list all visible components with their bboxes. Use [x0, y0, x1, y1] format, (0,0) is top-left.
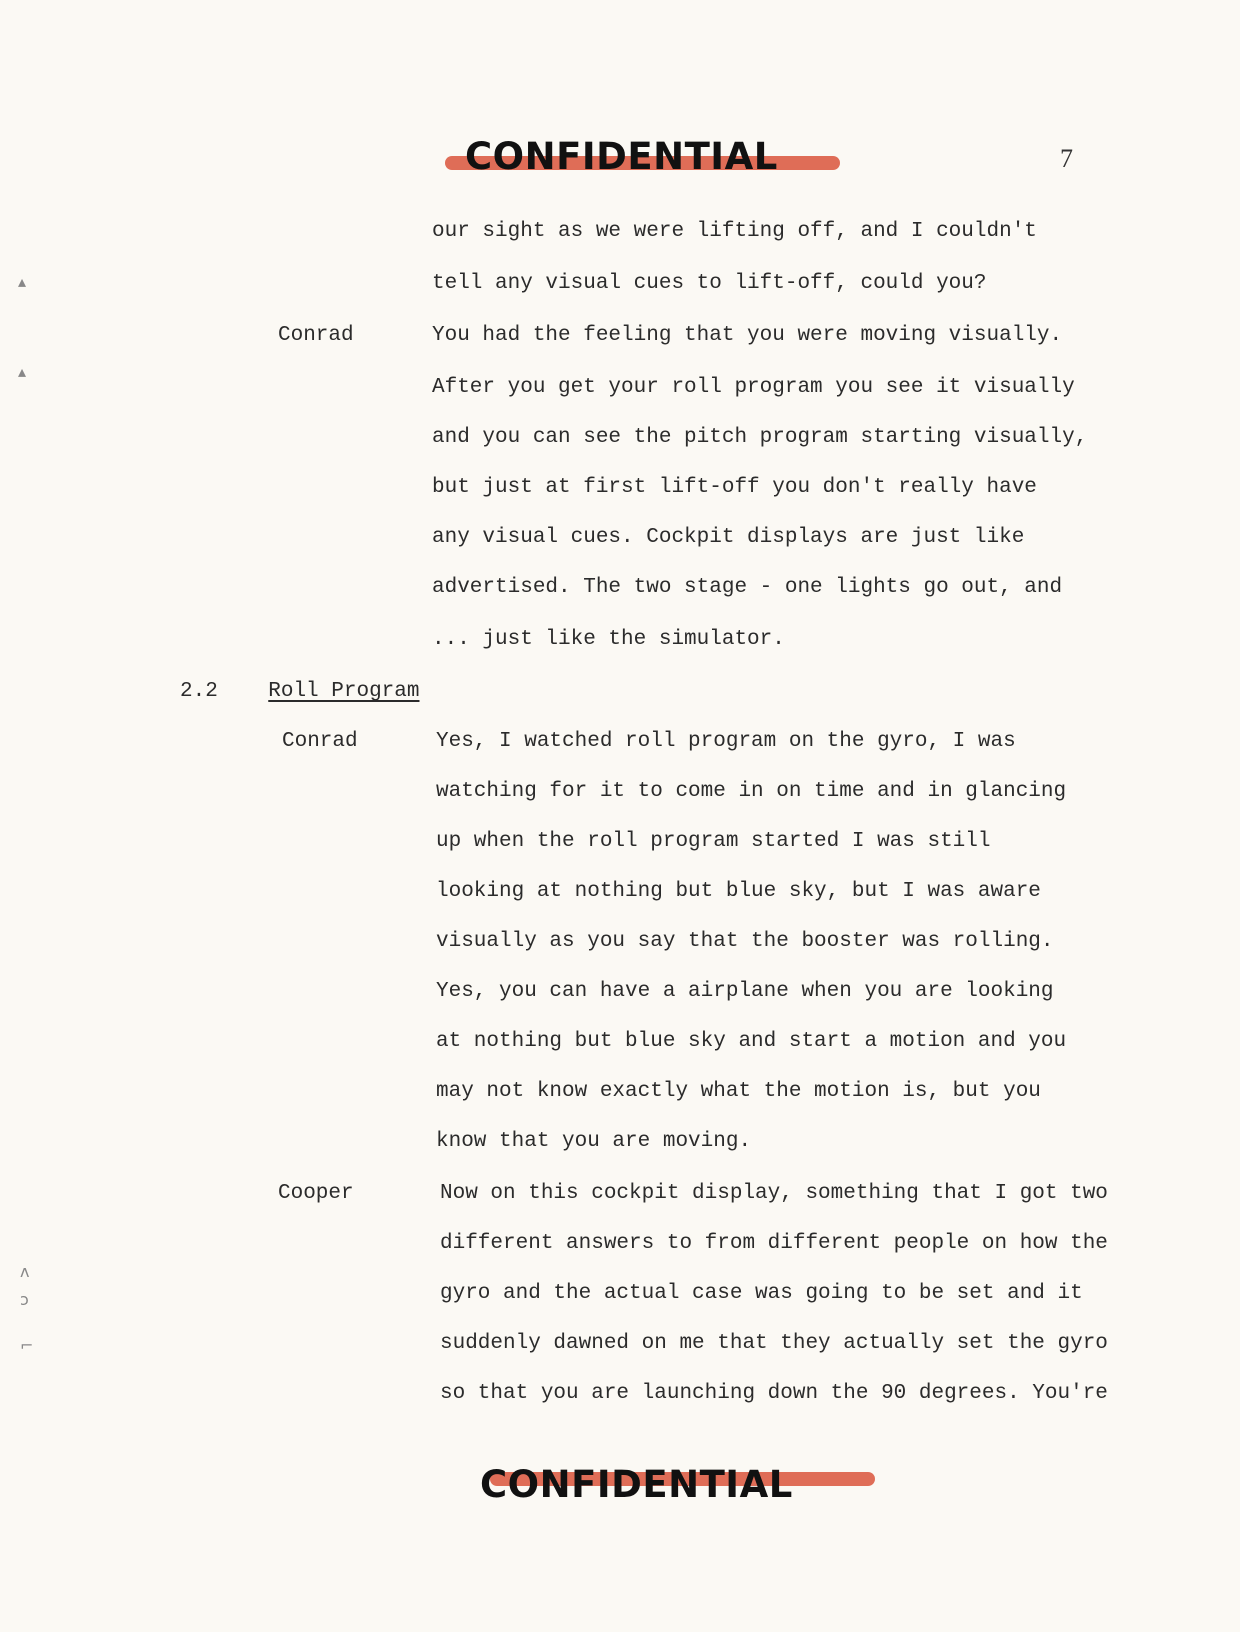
- text-line: visually as you say that the booster was rolling.: [436, 930, 1054, 953]
- text-line: know that you are moving.: [436, 1130, 752, 1153]
- margin-mark: ▴: [18, 362, 27, 381]
- text-line: gyro and the actual case was going to be set and it: [440, 1282, 1083, 1305]
- text-line: any visual cues. Cockpit displays are just like: [432, 526, 1025, 549]
- text-line: so that you are launching down the 90 degrees. You're: [440, 1382, 1108, 1405]
- text-line: may not know exactly what the motion is, but you: [436, 1080, 1041, 1103]
- text-line: suddenly dawned on me that they actually set the gyro: [440, 1332, 1108, 1355]
- page-number: 7: [1060, 144, 1073, 173]
- text-line: After you get your roll program you see it visually: [432, 376, 1075, 399]
- text-line: Yes, I watched roll program on the gyro, I was: [436, 730, 1016, 753]
- margin-mark: ▴: [18, 272, 27, 291]
- stamp-text: CONFIDENTIAL: [465, 135, 778, 178]
- text-line: our sight as we were lifting off, and I couldn't: [432, 220, 1037, 243]
- text-line: Yes, you can have a airplane when you are looking: [436, 980, 1054, 1003]
- text-line: Now on this cockpit display, something that I got two: [440, 1182, 1108, 1205]
- text-line: ... just like the simulator.: [432, 628, 785, 651]
- text-line: at nothing but blue sky and start a motion and you: [436, 1030, 1067, 1053]
- text-line: different answers to from different people on how the: [440, 1232, 1108, 1255]
- section-title: Roll Program: [268, 680, 420, 703]
- text-line: watching for it to come in on time and in glancing: [436, 780, 1067, 803]
- speaker-name: Conrad: [278, 324, 354, 347]
- section-heading: [180, 680, 419, 703]
- text-line: tell any visual cues to lift-off, could you?: [432, 272, 987, 295]
- stamp-text: CONFIDENTIAL: [480, 1463, 793, 1506]
- speaker-name: Cooper: [278, 1182, 354, 1205]
- text-line: advertised. The two stage - one lights go out, and: [432, 576, 1063, 599]
- text-line: and you can see the pitch program starting visually,: [432, 426, 1088, 449]
- text-line: looking at nothing but blue sky, but I was aware: [436, 880, 1041, 903]
- speaker-name: Conrad: [282, 730, 358, 753]
- margin-mark: ɔ: [20, 1290, 29, 1309]
- confidential-stamp-footer: [480, 1463, 793, 1506]
- text-line: but just at first lift-off you don't really have: [432, 476, 1037, 499]
- section-number: 2.2: [180, 680, 218, 703]
- confidential-stamp-header: [465, 135, 778, 178]
- text-line: You had the feeling that you were moving visually.: [432, 324, 1063, 347]
- text-line: up when the roll program started I was still: [436, 830, 991, 853]
- margin-mark: ʌ: [20, 1262, 30, 1281]
- margin-mark: ⌐: [20, 1336, 34, 1355]
